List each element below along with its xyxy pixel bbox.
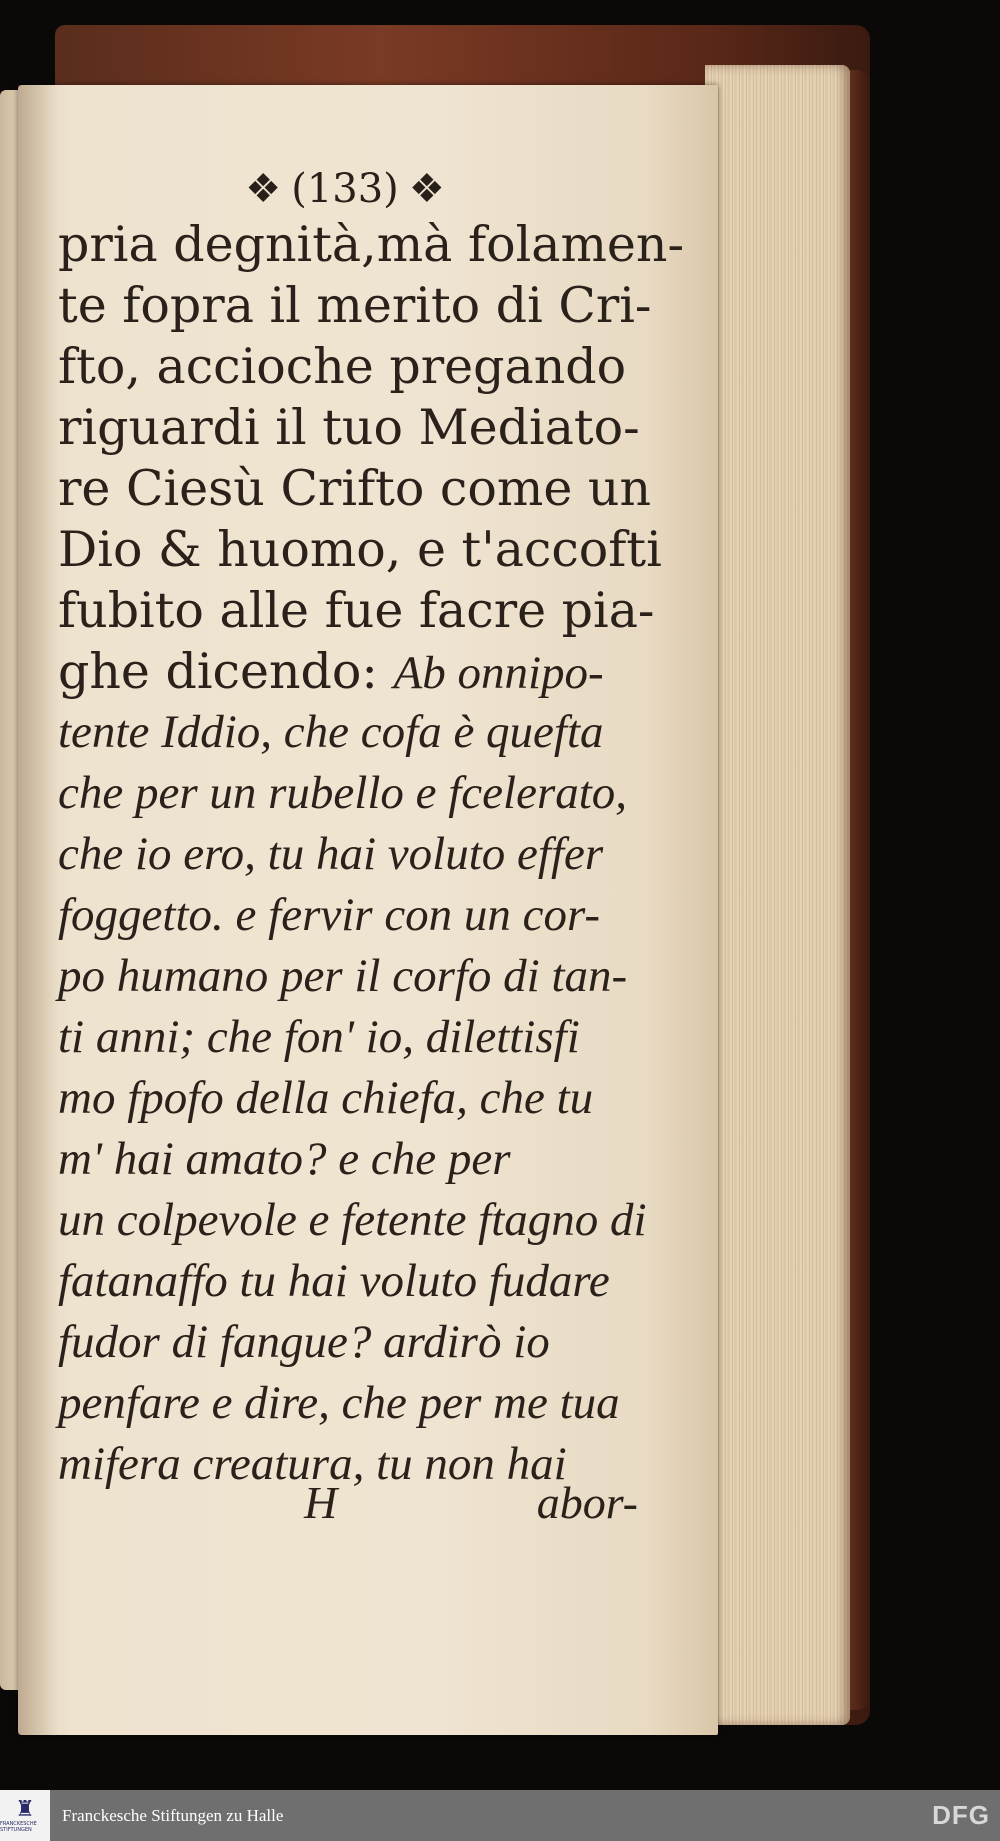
text-line: mifera creatura, tu non hai	[58, 1438, 567, 1490]
text-line: m' hai amato? e che per	[58, 1133, 511, 1185]
text-line: che per un rubello e fcelerato,	[58, 767, 628, 819]
text-line: pria degnità,mà folamen-	[58, 216, 685, 273]
text-line: fudor di fangue? ardirò io	[58, 1316, 550, 1368]
text-line: fatanaffo tu hai voluto fudare	[58, 1255, 610, 1307]
catchword: abor-	[536, 1477, 638, 1528]
text-line: riguardi il tuo Mediato-	[58, 399, 640, 456]
running-head	[230, 162, 460, 216]
fleuron-left-icon: ❖	[245, 166, 282, 212]
text-line: re Ciesù Crifto come un	[58, 460, 652, 517]
text-line: un colpevole e fetente ftagno di	[58, 1194, 647, 1246]
text-line: tente Iddio, che cofa è quefta	[58, 706, 604, 758]
text-line-roman: ghe dicendo:	[58, 643, 394, 700]
text-line: ti anni; che fon' io, dilettisfi	[58, 1011, 580, 1063]
institution-logo[interactable]	[0, 1790, 50, 1841]
gutter-shadow	[18, 85, 58, 1735]
page-foot	[58, 1476, 638, 1536]
signature-mark: H	[304, 1477, 338, 1528]
text-line: che io ero, tu hai voluto effer	[58, 828, 604, 880]
text-line: foggetto. e fervir con un cor-	[58, 889, 601, 941]
text-line: fubito alle fue facre pia-	[58, 582, 655, 639]
logo-caption: FRANCKESCHE STIFTUNGEN	[0, 1820, 37, 1833]
page-number: (133)	[291, 166, 399, 212]
text-line: penfare e dire, che per me tua	[58, 1377, 620, 1429]
text-line: mo fpofo della chiefa, che tu	[58, 1072, 594, 1124]
footer-bar	[0, 1790, 1000, 1841]
fleuron-right-icon: ❖	[408, 166, 445, 212]
body-text	[58, 214, 685, 1495]
text-line-italic: Ab onnipo-	[393, 647, 604, 699]
page-fore-edges	[705, 65, 850, 1725]
dfg-logo[interactable]: DFG	[932, 1800, 990, 1830]
orphanage-emblem-icon: ♜	[15, 1796, 35, 1822]
text-line: Dio & huomo, e t'accofti	[58, 521, 662, 578]
text-line: fto, accioche pregando	[58, 338, 627, 395]
text-line	[58, 641, 638, 702]
institution-name[interactable]: Franckesche Stiftungen zu Halle	[62, 1805, 284, 1825]
text-line: te fopra il merito di Cri-	[58, 277, 652, 334]
text-line: po humano per il corfo di tan-	[58, 950, 628, 1002]
